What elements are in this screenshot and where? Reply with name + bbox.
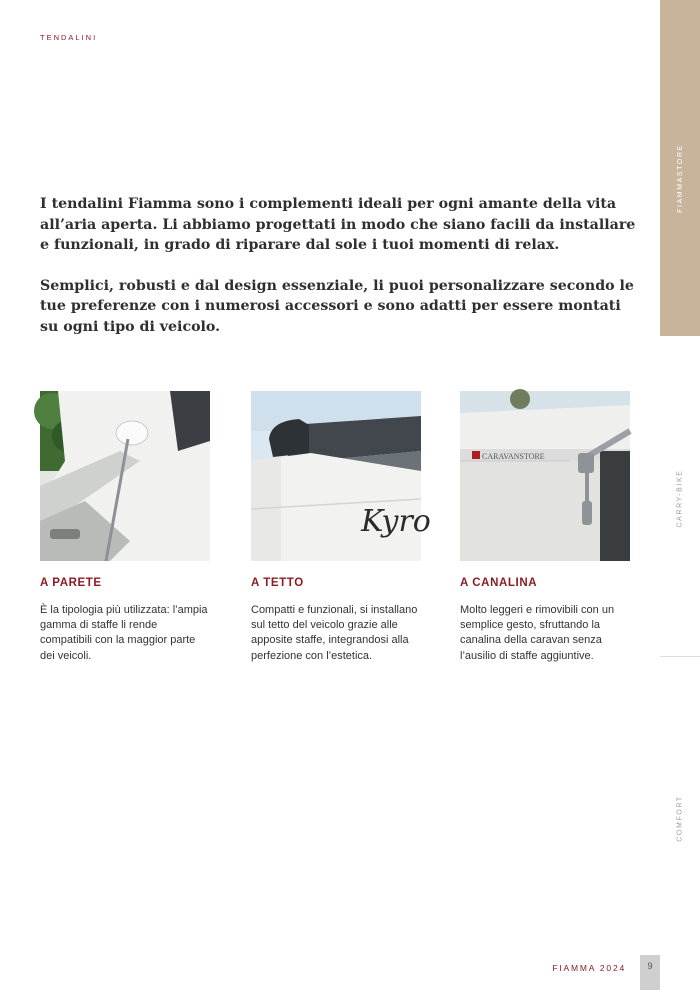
footer-brand: FIAMMA 2024 <box>552 963 626 973</box>
sidebar-label: FIAMMASTORE <box>676 143 684 213</box>
card-description: È la tipologia più utilizzata: l’ampia gamma di staffe li rende compatibili con la maggior parte dei veicoli. <box>40 604 208 662</box>
card-a-tetto <box>251 391 431 664</box>
sidebar-item-fiammastore[interactable] <box>660 138 700 218</box>
sidebar-label: COMFORT <box>676 794 684 842</box>
sidebar-item-carry-bike[interactable] <box>660 458 700 538</box>
photo-caption: CARAVANSTORE <box>482 452 545 461</box>
card-description: Compatti e funzionali, si installano sul tetto del veicolo grazie alle apposite staffe, integrandosi alla perfezione con l’estetica. <box>251 604 418 662</box>
card-title: A TETTO <box>251 577 304 589</box>
card-title: A PARETE <box>40 577 102 589</box>
sidebar-label: CARRY-BIKE <box>676 468 684 528</box>
intro-paragraph-2: Semplici, robusti e dal design essenziale, li puoi personalizzare secondo le tue preferenze con i numerosi accessori e sono adatti per essere montati su ogni tipo di veicolo. <box>40 277 634 335</box>
photo-rail-awning <box>460 391 630 561</box>
card-title: A CANALINA <box>460 577 538 589</box>
page-number: 9 <box>640 955 660 990</box>
card-description: Molto leggeri e rimovibili con un semplice gesto, sfruttando la canalina della caravan senza l’ausilio di staffe aggiuntive. <box>460 604 615 662</box>
photo-wall-awning <box>40 391 210 561</box>
intro-paragraph-1: I tendalini Fiamma sono i complementi ideali per ogni amante della vita all’aria aperta. Li abbiamo progettati in modo che siano facili da installare e funzionali, in grado di riparare dal sole i tuoi momenti di relax. <box>40 196 636 253</box>
card-a-parete <box>40 391 212 664</box>
sidebar-divider <box>660 656 700 657</box>
photo-roof-awning <box>251 391 431 561</box>
sidebar-item-comfort[interactable] <box>660 778 700 858</box>
intro-text <box>40 194 640 357</box>
section-tag: TENDALINI <box>40 33 98 42</box>
photo-caption: Kyro <box>361 504 431 539</box>
card-a-canalina <box>460 391 632 664</box>
